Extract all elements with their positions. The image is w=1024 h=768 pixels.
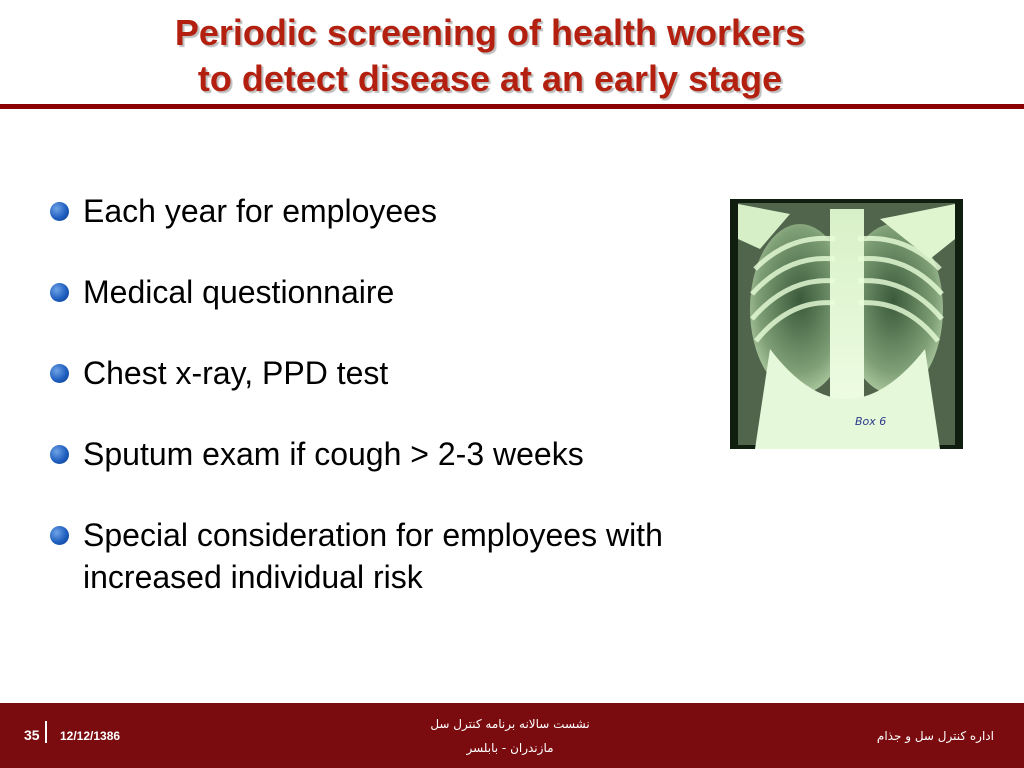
footer-event-location: مازندران - بابلسر: [466, 741, 554, 755]
bullet-text: Each year for employees: [83, 193, 437, 229]
footer-date: 12/12/1386: [60, 729, 121, 743]
page-number: 35: [24, 727, 40, 743]
footer-separator: [45, 721, 47, 743]
bullet-text: Chest x-ray, PPD test: [83, 355, 389, 391]
footer-organization: اداره کنترل سل و جذام: [876, 729, 994, 743]
slide-title-line-1: Periodic screening of health workers: [174, 12, 806, 53]
chest-xray-image: [730, 199, 963, 449]
bullet-dot-icon: [50, 202, 69, 221]
slide-title-line-2: to detect disease at an early stage: [197, 58, 783, 99]
bullet-item: [48, 190, 848, 232]
bullet-item: [48, 352, 848, 394]
slide-title: [0, 10, 980, 102]
bullet-text: Medical questionnaire: [83, 274, 395, 310]
bullet-dot-icon: [50, 526, 69, 545]
bullet-text: Sputum exam if cough > 2-3 weeks: [83, 436, 584, 472]
bullet-list: [48, 190, 848, 637]
bullet-dot-icon: [50, 283, 69, 302]
bullet-text-continuation: increased individual risk: [83, 559, 423, 595]
footer-bar: [0, 703, 1024, 768]
bullet-item: [48, 514, 848, 598]
bullet-item: [48, 433, 848, 475]
title-divider: [0, 104, 1024, 109]
bullet-item: [48, 271, 848, 313]
bullet-dot-icon: [50, 364, 69, 383]
bullet-text: Special consideration for employees with: [83, 517, 663, 553]
xray-box-label: Box 6: [855, 415, 887, 428]
footer-event-title: نشست سالانه برنامه کنترل سل: [430, 717, 590, 731]
bullet-dot-icon: [50, 445, 69, 464]
